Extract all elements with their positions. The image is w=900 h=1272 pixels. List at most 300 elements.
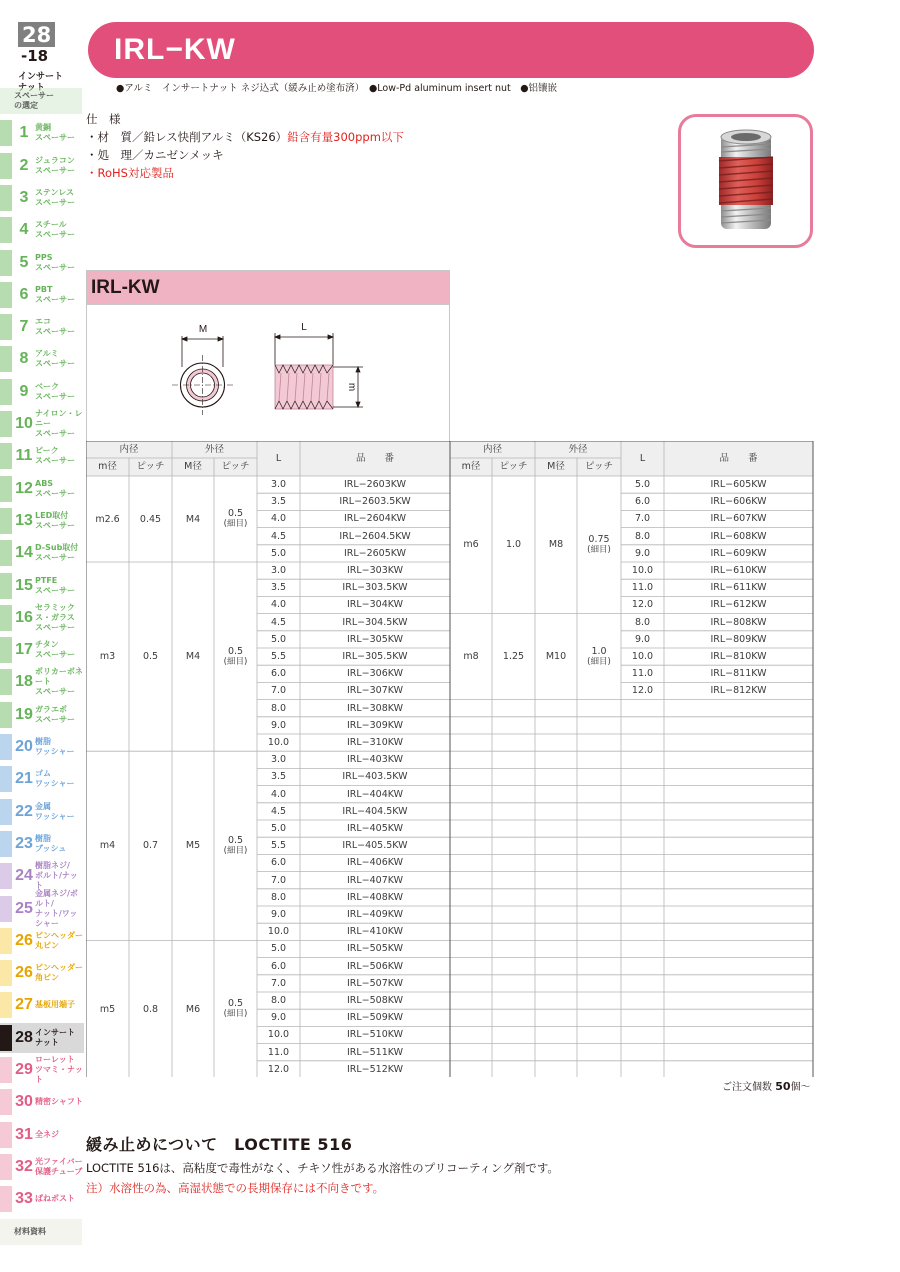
sidebar-item-14[interactable] [0,538,84,568]
length-value: 9.0 [270,1012,287,1024]
sidebar-item-label [35,220,83,240]
sidebar-item-number: 15 [15,576,33,594]
chapter-sidebar [0,0,84,1272]
outer-M-dia: M5 [185,840,201,852]
page-number [18,22,84,69]
sidebar-item-number: 17 [15,641,33,659]
sidebar-color-bar [0,120,12,146]
sidebar-item-label [35,188,83,208]
length-value: 7.0 [270,977,287,989]
sidebar-item-label-line1: 基板用端子 [35,1000,75,1010]
sidebar-item-number: 23 [15,834,33,852]
sidebar-color-bar [0,766,12,792]
part-number: IRL−404KW [346,788,404,800]
part-number: IRL−607KW [710,513,767,525]
sidebar-item-number: 31 [15,1125,33,1143]
sidebar-item-26[interactable] [0,926,84,956]
order-note-qty: 50 [775,1080,791,1093]
length-value: 9.0 [270,909,287,921]
sidebar-item-19[interactable] [0,700,84,730]
length-value: 3.5 [270,582,287,594]
sidebar-item-25[interactable] [0,888,84,928]
sidebar-color-bar [0,992,12,1018]
sidebar-item-number: 30 [15,1093,33,1111]
sidebar-item-24[interactable] [0,861,84,891]
sidebar-item-label [35,931,83,951]
header-length: L [275,452,282,464]
sidebar-color-bar [0,476,12,502]
sidebar-color-bar [0,1154,12,1180]
sidebar-item-label-line2: ツマミ・ナット [35,1065,83,1084]
length-value: 5.0 [270,823,287,835]
sidebar-item-label [35,511,83,531]
sidebar-item-label [35,737,83,757]
sidebar-item-label-line1: ステンレス [35,187,74,197]
header-inner-pitch: ピッチ [499,461,528,472]
product-photo [678,114,813,248]
sidebar-color-bar [0,314,12,340]
sidebar-item-number: 22 [15,802,33,820]
length-value: 4.5 [270,805,287,817]
inner-m-dia: m6 [463,539,479,551]
header-outer-pitch: ピッチ [221,461,250,472]
diagram-label-L: L [301,322,307,333]
sidebar-item-label [35,802,83,822]
sidebar-item-label [35,1097,83,1107]
length-value: 8.0 [270,702,287,714]
part-number: IRL−2604KW [343,513,407,525]
part-number: IRL−307KW [346,685,404,697]
part-number: IRL−506KW [346,960,404,972]
length-value: 12.0 [267,1063,290,1075]
sidebar-item-7[interactable] [0,312,84,342]
sidebar-item-label-line1: 精密シャフト [35,1097,83,1107]
sidebar-item-12[interactable] [0,474,84,504]
part-number: IRL−509KW [346,1012,404,1024]
fine-thread-note: (細目) [223,519,248,529]
part-number: IRL−2604.5KW [339,530,411,542]
sidebar-item-number: 10 [15,415,33,432]
sidebar-item-label [35,1157,83,1177]
sidebar-item-8[interactable] [0,344,84,374]
sidebar-item-number: 14 [15,544,33,562]
sidebar-item-label-line1: LED取付 [35,510,69,520]
sidebar-item-label-line2: スペーサー [35,262,75,272]
part-number: IRL−511KW [346,1046,404,1058]
part-number: IRL−310KW [346,737,404,749]
sidebar-item-21[interactable] [0,764,84,794]
sidebar-item-label-line2: ナット/ワッシャー [35,908,78,928]
part-number: IRL−304.5KW [342,616,408,628]
part-number: IRL−303KW [346,565,404,577]
sidebar-item-label [35,1028,83,1048]
inner-m-dia: m2.6 [95,513,120,525]
sidebar-item-number: 26 [15,931,33,949]
length-value: 9.0 [634,547,651,559]
sidebar-item-22[interactable] [0,797,84,827]
sidebar-color-bar [0,1122,12,1148]
length-value: 7.0 [634,513,651,525]
dimension-diagram [86,305,450,442]
length-value: 9.0 [270,719,287,731]
length-value: 4.0 [270,599,287,611]
part-number: IRL−406KW [346,857,404,869]
part-number: IRL−308KW [346,702,404,714]
inner-m-dia: m3 [99,651,116,663]
sidebar-item-17[interactable] [0,635,84,665]
sidebar-item-label [14,91,62,111]
sidebar-item-label-line1: スチール [35,220,67,230]
insert-nut-photo [681,117,810,245]
sidebar-color-bar [0,217,12,243]
sidebar-item-3[interactable] [0,183,84,213]
sidebar-item-number: 29 [15,1061,33,1078]
sidebar-item-label-line2: スペーサー [35,429,75,438]
sidebar-item-number: 12 [15,479,33,497]
sidebar-item-label-line1: D-Sub取付 [35,543,79,553]
part-number: IRL−810KW [710,651,767,663]
sidebar-color-bar [0,1089,12,1115]
length-value: 4.0 [270,788,287,800]
inner-pitch: 0.45 [139,513,162,525]
length-value: 6.0 [270,960,287,972]
length-value: 8.0 [270,995,287,1007]
sidebar-item-33[interactable] [0,1184,84,1214]
sidebar-item-label-line2: ブッシュ [35,843,67,853]
part-number: IRL−303.5KW [342,582,408,594]
length-value: 5.0 [270,633,287,645]
sidebar-item-label [35,285,83,305]
sidebar-item-label-line2: 丸ピン [35,940,59,950]
sidebar-item-label-line2: スペーサー [35,687,75,697]
outer-pitch-value: 1.0 [591,645,607,657]
sidebar-item-number: 24 [15,867,33,885]
sidebar-item-label-line1: アルミ [35,349,59,359]
sidebar-item-label-line1: ABS [35,478,54,488]
length-value: 11.0 [267,1046,290,1058]
length-value: 10.0 [631,651,654,663]
part-number: IRL−510KW [346,1029,404,1041]
part-number: IRL−812KW [710,685,767,697]
sidebar-color-bar [0,411,12,437]
length-value: 5.0 [270,943,287,955]
sidebar-color-bar [0,250,12,276]
sidebar-item-label [35,123,83,143]
sidebar-item-label [35,253,83,273]
sidebar-item-label-line2: スペーサー [35,165,75,175]
sidebar-item-10[interactable] [0,409,84,439]
sidebar-color-bar [0,346,12,372]
sidebar-item-18[interactable] [0,667,84,697]
part-number: IRL−505KW [346,943,404,955]
inner-m-dia: m4 [99,840,116,852]
part-number: IRL−512KW [346,1063,404,1075]
outer-M-dia: M10 [545,651,567,663]
sidebar-item-label-line1: チタン [35,640,59,650]
sidebar-item-label-line2: スペーサー [35,585,75,595]
sidebar-color-bar [0,702,12,728]
sidebar-item-number: 25 [15,899,33,917]
sidebar-item-label [14,1227,62,1237]
sidebar-item-label-line2: スペーサー [35,230,75,240]
outer-M-dia: M8 [548,539,564,551]
part-number: IRL−305.5KW [342,651,408,663]
sidebar-item-number: 4 [19,221,29,239]
length-value: 10.0 [267,737,290,749]
length-value: 4.5 [270,616,287,628]
sidebar-item-1[interactable] [0,118,84,148]
sidebar-item-label [35,543,83,563]
sidebar-item-number: 8 [19,350,29,368]
sidebar-item-label-line2: ナット [35,1037,59,1047]
part-number: IRL−811KW [710,668,767,680]
dimension-table [86,441,814,1077]
sidebar-item-label-line1: ガラエポ [35,704,67,714]
sidebar-color-bar [0,960,12,986]
spec-rohs: ・RoHS対応製品 [86,166,174,180]
sidebar-item-label [35,409,83,439]
sidebar-item-label [35,640,83,660]
part-number: IRL−2603.5KW [339,496,411,508]
sidebar-item-misc[interactable] [0,86,84,116]
sidebar-item-number: 7 [19,318,29,336]
sidebar-item-label [35,479,83,499]
sidebar-item-32[interactable] [0,1152,84,1182]
sidebar-item-16[interactable] [0,603,84,633]
sidebar-item-label-line2: ワッシャー [35,747,75,756]
part-number: IRL−409KW [346,909,404,921]
length-value: 9.0 [634,633,651,645]
sidebar-color-bar [0,605,12,631]
length-value: 3.0 [270,479,287,491]
part-number: IRL−304KW [346,599,404,611]
sidebar-color-bar [0,153,12,179]
dimension-drawing [87,305,449,441]
sidebar-item-number: 32 [15,1157,33,1175]
header-inner-pitch: ピッチ [136,461,165,472]
length-value: 8.0 [634,616,651,628]
outer-M-dia: M4 [185,651,201,663]
length-value: 7.0 [270,874,287,886]
order-note-prefix: ご注文個数 [722,1082,776,1093]
length-value: 6.0 [270,857,287,869]
sidebar-item-label-line2: スペーサー [35,359,75,369]
header-inner-dia: 内径 [119,444,139,455]
sidebar-item-label [35,769,83,789]
sidebar-item-27[interactable] [0,990,84,1020]
page-number-tab [18,22,84,94]
outer-M-dia: M4 [185,513,201,525]
sidebar-item-label-line1: ナイロン・レニー [35,409,83,428]
sidebar-item-label-line1: 樹脂 [35,737,51,746]
outer-pitch-value: 0.5 [227,508,244,519]
sidebar-color-bar [0,896,12,922]
sidebar-item-label-line1: PBT [35,284,53,294]
sidebar-item-label-line1: ピーク [35,446,59,456]
part-number: IRL−809KW [710,633,767,645]
sidebar-item-label-line1: ゴム [35,769,51,779]
sidebar-item-label [35,446,83,466]
sidebar-item-label-line1: 金属 [35,801,51,811]
sidebar-color-bar [0,1186,12,1212]
part-number: IRL−410KW [346,926,404,938]
inner-m-dia: m5 [99,1003,116,1015]
sidebar-item-label-line1: PPS [35,252,53,262]
sidebar-item-number: 20 [15,738,33,755]
length-value: 6.0 [270,668,287,680]
sidebar-item-5[interactable] [0,248,84,278]
length-value: 5.0 [270,547,287,559]
sidebar-item-label [35,1130,83,1140]
sidebar-color-bar [0,1057,12,1083]
outer-pitch [577,614,621,700]
sidebar-item-number: 33 [15,1190,33,1208]
part-number: IRL−608KW [710,530,767,542]
part-number: IRL−403.5KW [342,771,408,783]
length-value: 11.0 [631,582,654,594]
part-number: IRL−407KW [346,874,404,886]
sidebar-item-label-line2: スペーサー [35,520,75,530]
sidebar-item-23[interactable] [0,829,84,859]
sidebar-item-label-line1: ローレット [35,1055,75,1064]
part-number: IRL−609KW [710,547,767,559]
sidebar-item-29[interactable] [0,1055,84,1085]
sidebar-color-bar [0,831,12,857]
sidebar-item-15[interactable] [0,571,84,601]
sidebar-item-11[interactable] [0,441,84,471]
sidebar-item-label-line1: ジュラコン [35,155,75,165]
sidebar-item-misc[interactable] [0,1217,84,1247]
sidebar-item-label-line1: 材料資料 [14,1226,46,1236]
part-number: IRL−605KW [710,479,767,491]
sidebar-item-label-line2: スペーサー [35,327,75,337]
part-number: IRL−309KW [346,719,404,731]
sidebar-item-label [35,603,83,633]
page-category-line1: インサート [18,72,64,82]
header-m-dia: m径 [98,461,117,472]
sidebar-item-26[interactable] [0,958,84,988]
header-outer-pitch: ピッチ [584,461,614,472]
sidebar-item-13[interactable] [0,506,84,536]
length-value: 10.0 [267,926,290,938]
sidebar-color-bar [0,508,12,534]
sidebar-item-20[interactable] [0,732,84,762]
sidebar-item-6[interactable] [0,280,84,310]
sidebar-item-4[interactable] [0,215,84,245]
sidebar-item-31[interactable] [0,1120,84,1150]
sidebar-color-bar [0,282,12,308]
part-number: IRL−808KW [710,616,767,628]
sidebar-color-bar [0,540,12,566]
sidebar-item-label [35,156,83,176]
fine-thread-note: (細目) [587,544,611,555]
sidebar-item-label-line2: スペーサー [35,488,75,498]
sidebar-item-label [35,667,83,697]
page-number-main: 28 [18,22,55,47]
length-value: 3.5 [270,771,287,783]
sidebar-item-label-line1: 光ファイバー [35,1156,83,1166]
spec-list [86,110,404,182]
header-length: L [639,452,646,464]
sidebar-item-label [35,382,83,402]
sidebar-item-number: 3 [19,188,29,206]
sidebar-item-label-line1: ピンヘッダー [35,963,83,973]
minimum-order-note [722,1078,811,1093]
length-value: 8.0 [270,891,287,903]
length-value: 8.0 [634,530,651,542]
outer-pitch-value: 0.5 [227,645,244,657]
inner-m-dia: m8 [463,651,479,663]
sidebar-item-label-line1: ピンヘッダー [35,930,83,940]
sidebar-item-label-line2: スペーサー [35,553,75,563]
part-number: IRL−610KW [710,565,767,577]
part-number: IRL−403KW [346,754,404,766]
sidebar-item-label-line2: スペーサー [35,650,75,660]
header-M-dia: M径 [547,461,565,472]
sidebar-item-30[interactable] [0,1087,84,1117]
sidebar-color-bar [0,379,12,405]
product-subtitle: ●アルミ インサートナット ネジ込式（緩み止め塗布済） ●Low-Pd aluminum insert nut ●铝镶嵌 [116,83,558,94]
part-number: IRL−606KW [710,496,767,508]
inner-pitch: 1.25 [502,651,525,663]
length-value: 4.5 [270,530,287,542]
length-value: 5.0 [634,479,651,491]
title-banner [88,22,814,78]
sidebar-item-number: 1 [19,124,29,142]
sidebar-item-label-line1: PTFE [35,575,58,585]
sidebar-color-bar [0,443,12,469]
sidebar-item-number: 13 [15,511,33,529]
sidebar-item-number: 6 [19,285,29,303]
sidebar-item-label-line2: スペーサー [35,456,75,466]
sidebar-item-label-line1: 金属ネジ/ボルト/ [35,888,78,908]
sidebar-item-label [35,1000,83,1010]
part-number: IRL−408KW [346,891,404,903]
sidebar-item-28[interactable] [0,1023,84,1053]
sidebar-item-label-line1: インサート [35,1027,75,1037]
length-value: 3.0 [270,754,287,766]
sidebar-color-bar [0,573,12,599]
spec-material [86,128,404,146]
diagram-label-m: m [346,382,357,392]
length-value: 5.5 [270,651,287,663]
outer-pitch [214,751,257,940]
length-value: 12.0 [631,599,654,611]
sidebar-item-label-line2: スペーサー [35,294,75,304]
part-number: IRL−306KW [346,668,404,680]
sidebar-item-label-line1: 樹脂 [35,833,51,843]
sidebar-item-label-line2: スペーサー [35,133,75,143]
sidebar-item-number: 5 [19,253,29,271]
header-part-number: 品 番 [719,452,758,464]
length-value: 3.0 [270,565,287,577]
fine-thread-note: (細目) [223,656,248,667]
sidebar-color-bar [0,669,12,695]
spec-lead-content: 鉛含有量300ppm以下 [287,130,404,144]
sidebar-item-label-line2: スペーサー [35,391,75,401]
sidebar-item-9[interactable] [0,377,84,407]
part-number: IRL−405KW [346,823,404,835]
header-part-number: 品 番 [355,452,394,464]
outer-M-dia: M6 [185,1003,201,1015]
length-value: 11.0 [631,668,654,680]
sidebar-color-bar [0,863,12,889]
outer-pitch-value: 0.5 [227,998,244,1010]
length-value: 5.5 [270,840,287,852]
sidebar-item-number: 18 [15,673,33,691]
spec-treatment: ・処 理／カニゼンメッキ [86,148,224,162]
sidebar-item-2[interactable] [0,151,84,181]
